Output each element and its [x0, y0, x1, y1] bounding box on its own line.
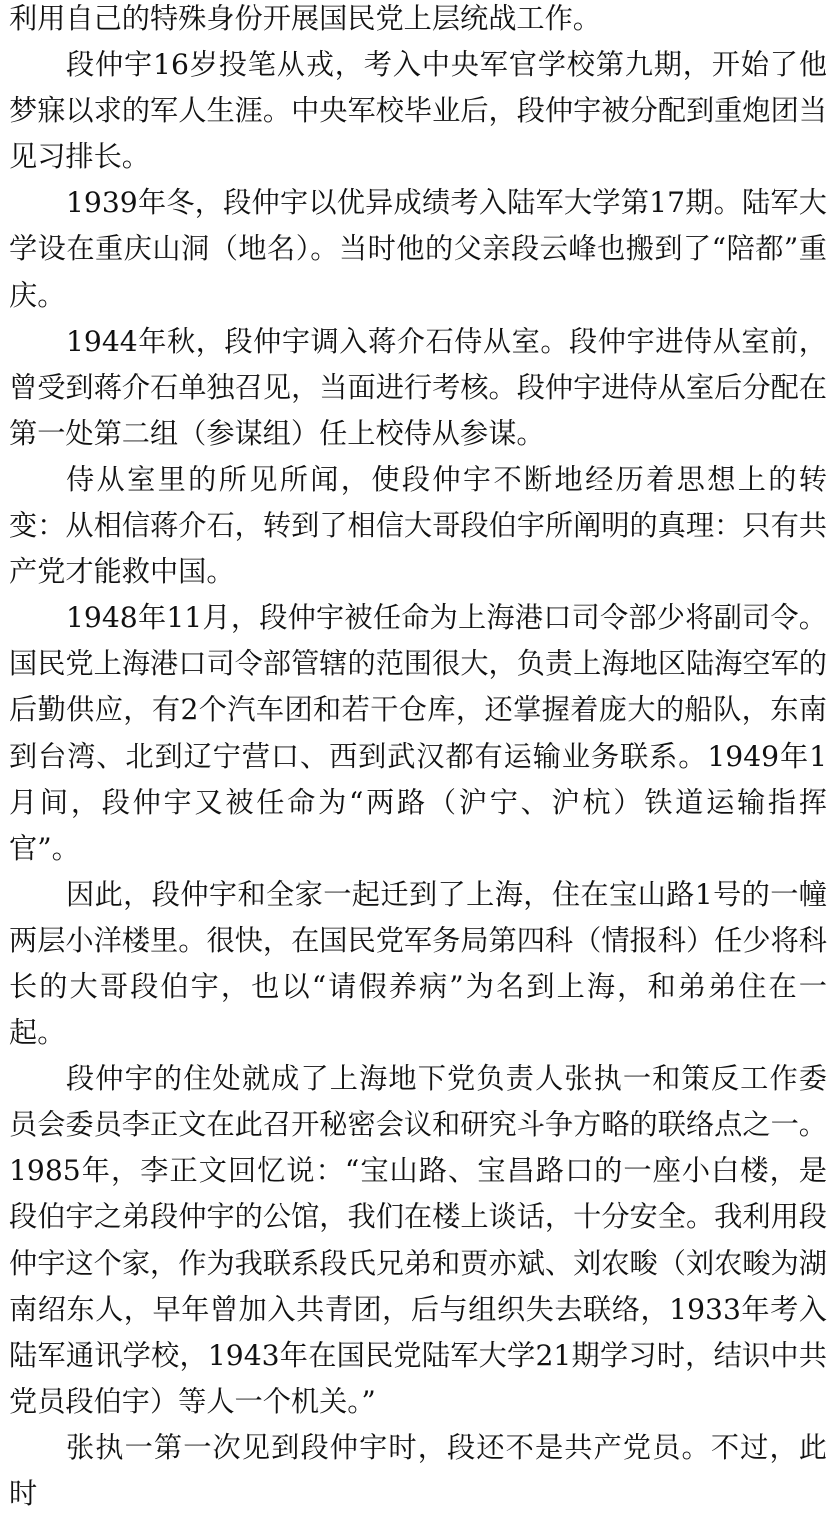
paragraph-army-university: 1939年冬，段仲宇以优异成绩考入陆军大学第17期。陆军大学设在重庆山洞（地名）。当时他的父亲段云峰也搬到了“陪都”重庆。 [9, 186, 827, 312]
paragraph-liaison-point: 段仲宇的住处就成了上海地下党负责人张执一和策反工作委员会委员李正文在此召开秘密会议和研究斗争方略的联络点之一。1985年，李正文回忆说：“宝山路、宝昌路口的一座小白楼，是段伯宇之弟段仲宇的公馆，我们在楼上谈话，十分安全。我利用段仲宇这个家，作为我联系段氏兄弟和贾亦斌、刘农畯（刘农畯为湖南绍东人，早年曾加入共青团，后与组织失去联络，1933年考入陆军通讯学校，1943年在国民党陆军大学21期学习时，结识中共党员段伯宇）等人一个机关。” [9, 1062, 827, 1418]
paragraph-continuation: 利用自己的特殊身份开展国民党上层统战工作。 [9, 2, 601, 35]
paragraph-military-academy: 段仲宇16岁投笔从戎，考入中央军官学校第九期，开始了他梦寐以求的军人生涯。中央军校毕业后，段仲宇被分配到重炮团当见习排长。 [9, 48, 827, 174]
paragraph-move-to-shanghai: 因此，段仲宇和全家一起迁到了上海，住在宝山路1号的一幢两层小洋楼里。很快，在国民党军务局第四科（情报科）任少将科长的大哥段伯宇，也以“请假养病”为名到上海，和弟弟住在一起。 [9, 877, 827, 1050]
paragraph-thought-change: 侍从室里的所见所闻，使段仲宇不断地经历着思想上的转变：从相信蒋介石，转到了相信大哥段伯宇所阐明的真理：只有共产党才能救中国。 [9, 462, 827, 589]
paragraph-attendant-office: 1944年秋，段仲宇调入蒋介石侍从室。段仲宇进侍从室前，曾受到蒋介石单独召见，当面进行考核。段仲宇进侍从室后分配在第一处第二组（参谋组）任上校侍从参谋。 [9, 324, 827, 450]
paragraph-shanghai-port-command: 1948年11月，段仲宇被任命为上海港口司令部少将副司令。国民党上海港口司令部管辖的范围很大，负责上海地区陆海空军的后勤供应，有2个汽车团和若干仓库，还掌握着庞大的船队，东南到台湾、北到辽宁营口、西到武汉都有运输业务联系。1949年1月间，段仲宇又被任命为“两路（沪宁、沪杭）铁道运输指挥官”。 [9, 601, 827, 865]
paragraph-first-meeting: 张执一第一次见到段仲宇时，段还不是共产党员。不过，此时 [9, 1430, 827, 1510]
